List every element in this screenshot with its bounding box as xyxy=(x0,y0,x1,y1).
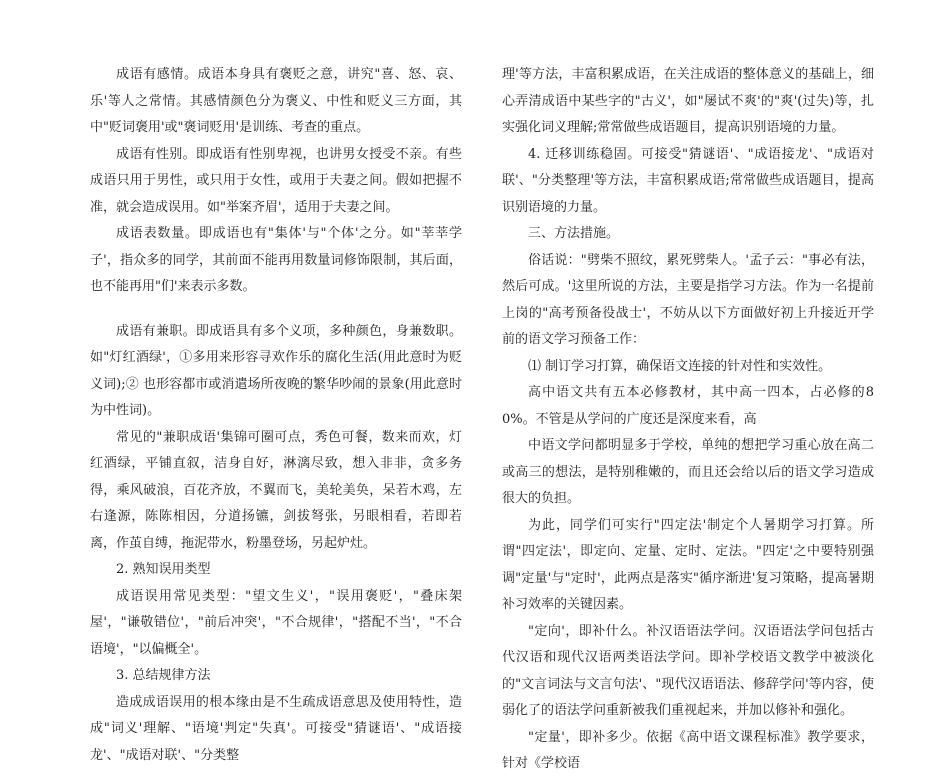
paragraph-continued: 理'等方法，丰富积累成语，在关注成语的整体意义的基础上，细心弄清成语中某些字的"古义'，如"屡试不爽'的"爽'(过失)等，扎实强化词义理解;常常做些成语题目，提高识别语境的力量。 xyxy=(502,67,874,135)
paragraph-misuse-types: 成语误用常见类型："望文生义'，"误用褒贬'，"叠床架屋'，"谦敬错位'，"前后冲突'，"不合规律'，"搭配不当'，"不合语境'，"以偏概全'。 xyxy=(90,588,462,657)
paragraph-gender: 成语有性别。即成语有性别卑视，也讲男女授受不亲。有些成语只用于男性，或只用于女性，或用于夫妻之间。假如把握不准，就会造成误用。如"举案齐眉'，适用于夫妻之间。 xyxy=(90,146,462,215)
paragraph-knowledge: 中语文学问都明显多于学校，单纯的想把学习重心放在高二或高三的想法，是特别稚嫩的，而且还会给以后的语文学习造成很大的负担。 xyxy=(502,438,874,506)
heading-summary-methods: 3. 总结规律方法 xyxy=(116,668,211,683)
paragraph-four-methods: 为此，同学们可实行"四定法'制定个人暑期学习打算。所谓"四定法'，即定向、定量、定时、定法。"四定'之中要特别强调"定量'与"定时'，此两点是落实"循序渐进'复习策略，提高暑期补习效率的关键因素。 xyxy=(502,517,874,612)
paragraph-transfer-training: 4. 迁移训练稳固。可接受"猜谜语'、"成语接龙'、"成语对联'、"分类整理'等方法，丰富积累成语;常常做些成语题目，提高识别语境的力量。 xyxy=(502,146,874,215)
paragraph-quantity: 成语表数量。即成语也有"集体'与"个体'之分。如"莘莘学子'，指众多的同学，其前面不能再用数量词修饰限制，其后面，也不能再用"们'来表示多数。 xyxy=(90,226,462,294)
heading-misuse-types: 2. 熟知误用类型 xyxy=(116,562,211,577)
paragraph-emotion: 成语有感情。成语本身具有褒贬之意，讲究"喜、怒、哀、乐'等人之常情。其感情颜色分为褒义、中性和贬义三方面，其中"贬词褒用'或"褒词贬用'是训练、考查的重点。 xyxy=(90,67,462,135)
heading-measures: 三、方法措施。 xyxy=(528,226,620,241)
paragraph-saying: 俗话说："劈柴不照纹，累死劈柴人。'孟子云："事必有法，然后可成。'这里所说的方法，主要是指学习方法。作为一名提前上岗的"高考预备役战士'，不妨从以下方面做好初上升接近开学前的语文学习预备工作： xyxy=(502,252,874,347)
paragraph-spacer xyxy=(90,301,462,319)
paragraph-direction: "定向'，即补什么。补汉语语法学问。汉语语法学问包括古代汉语和现代汉语两类语法学问。即补学校语文教学中被淡化的"文言词法与文言句法'、"现代汉语语法、修辞学问'等内容，使弱化了的语法学问重新被我们重视起来，并加以修补和强化。 xyxy=(502,623,874,718)
right-text-column xyxy=(502,62,874,778)
paragraph-textbooks: 高中语文共有五本必修教材，其中高一四本，占必修的80%。不管是从学问的广度还是深度来看，高 xyxy=(502,385,874,427)
paragraph-common-idioms: 常见的"兼职成语'集锦可圈可点，秀色可餐，数来而欢，灯红酒绿，平铺直叙，洁身自好，淋漓尽致，想入非非，贪多务得，乘风破浪，百花齐放，不翼而飞，美轮美奂，呆若木鸡，左右逢源，陈陈相因，分道扬镳，剑拔弩张，另眼相看，若即若离，作茧自缚，拖泥带水，粉墨登场，另起炉灶。 xyxy=(90,429,462,551)
paragraph-amount: "定量'，即补多少。依据《高中语文课程标准》教学要求，针对《学校语 xyxy=(502,729,874,771)
paragraph-summary-methods: 造成成语误用的根本缘由是不生疏成语意思及使用特性，造成"词义'理解、"语境'判定"失真'。可接受"猜谜语'、"成语接龙'、"成语对联'、"分类整 xyxy=(90,694,462,763)
paragraph-study-plan: ⑴ 制订学习打算，确保语文连接的针对性和实效性。 xyxy=(528,358,832,374)
left-text-column xyxy=(90,62,462,769)
paragraph-multiple-meanings: 成语有兼职。即成语具有多个义项，多种颜色，身兼数职。如"灯红酒绿'，①多用来形容寻欢作乐的腐化生活(用此意时为贬义词);② 也形容都市或消遣场所夜晚的繁华吵闹的景象(用此意时为中性词)。 xyxy=(90,323,462,418)
